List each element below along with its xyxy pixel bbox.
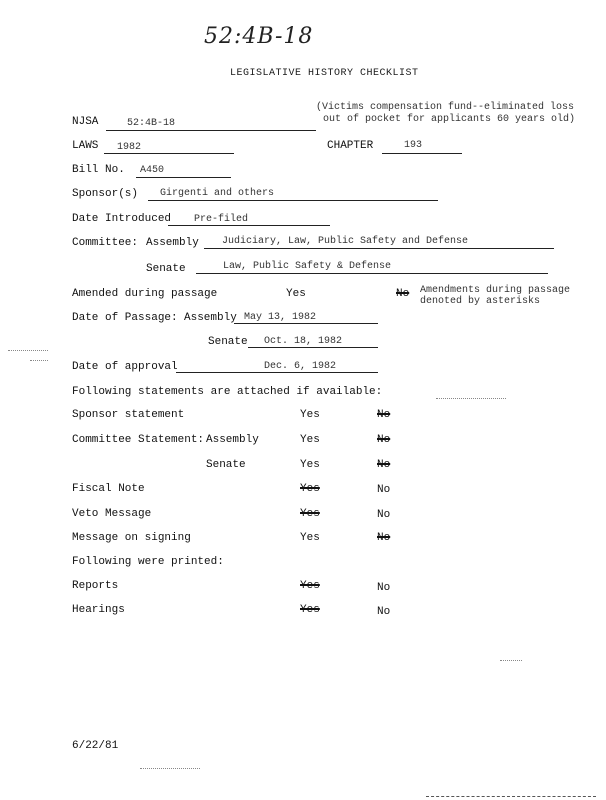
fiscal-note-yes: Yes	[300, 483, 320, 495]
handwritten-code: 52:4B-18	[204, 24, 314, 49]
hearings-yes: Yes	[300, 604, 320, 616]
committee-senate-underline	[196, 273, 548, 274]
veto-message-yes: Yes	[300, 508, 320, 520]
passage-assembly-underline	[234, 323, 378, 324]
date-introduced-underline	[168, 225, 330, 226]
passage-senate-value: Oct. 18, 1982	[264, 336, 343, 347]
amended-note-1: Amendments during passage	[420, 285, 571, 296]
njsa-underline	[106, 130, 316, 131]
page-title: LEGISLATIVE HISTORY CHECKLIST	[230, 68, 419, 79]
passage-label: Date of Passage:	[72, 312, 178, 324]
reports-label: Reports	[72, 580, 119, 592]
sponsor-underline	[148, 200, 438, 201]
committee-assembly-underline	[204, 248, 554, 249]
committee-statement-assembly: Assembly	[206, 434, 259, 446]
footer-date: 6/22/81	[72, 740, 119, 752]
chapter-label: CHAPTER	[327, 140, 374, 152]
approval-value: Dec. 6, 1982	[264, 361, 337, 372]
passage-assembly-label: Assembly	[184, 312, 237, 324]
committee-statement-assembly-no: No	[377, 434, 391, 446]
fiscal-note-no: No	[377, 484, 391, 496]
njsa-label: NJSA	[72, 116, 99, 128]
committee-senate-value: Law, Public Safety & Defense	[223, 261, 392, 272]
veto-message-label: Veto Message	[72, 508, 152, 520]
laws-value: 1982	[117, 142, 142, 153]
hearings-label: Hearings	[72, 604, 125, 616]
sponsor-label: Sponsor(s)	[72, 188, 139, 200]
committee-assembly-label: Assembly	[146, 237, 199, 249]
sponsor-statement-label: Sponsor statement	[72, 409, 185, 421]
date-introduced-label: Date Introduced	[72, 213, 172, 225]
laws-label: LAWS	[72, 140, 99, 152]
sponsor-value: Girgenti and others	[160, 188, 275, 199]
committee-senate-label: Senate	[146, 263, 186, 275]
message-signing-no: No	[377, 532, 391, 544]
attached-heading: Following statements are attached if available:	[72, 386, 383, 398]
message-signing-yes: Yes	[300, 532, 320, 544]
committee-statement-label: Committee Statement:	[72, 434, 205, 446]
njsa-value: 52:4B-18	[127, 118, 176, 129]
passage-senate-label: Senate	[208, 336, 248, 348]
note-line-1: (Victims compensation fund--eliminated loss	[316, 102, 575, 113]
message-signing-label: Message on signing	[72, 532, 191, 544]
bill-underline	[136, 177, 231, 178]
printed-heading: Following were printed:	[72, 556, 224, 568]
veto-message-no: No	[377, 509, 391, 521]
laws-underline	[104, 153, 234, 154]
amended-no: No	[396, 288, 410, 300]
reports-no: No	[377, 582, 391, 594]
reports-yes: Yes	[300, 580, 320, 592]
passage-senate-underline	[248, 347, 378, 348]
bill-label: Bill No.	[72, 164, 125, 176]
chapter-value: 193	[404, 140, 423, 151]
chapter-underline	[382, 153, 462, 154]
scan-artifact	[436, 398, 506, 399]
scan-artifact	[8, 350, 48, 351]
committee-statement-senate-yes: Yes	[300, 459, 320, 471]
fiscal-note-label: Fiscal Note	[72, 483, 145, 495]
hearings-no: No	[377, 606, 391, 618]
bill-value: A450	[140, 165, 165, 176]
amended-label: Amended during passage	[72, 288, 218, 300]
scan-artifact	[140, 768, 200, 769]
scan-artifact	[30, 360, 48, 361]
committee-label: Committee:	[72, 237, 139, 249]
sponsor-statement-no: No	[377, 409, 391, 421]
approval-label: Date of approval	[72, 361, 178, 373]
amended-yes: Yes	[286, 288, 306, 300]
committee-statement-senate-no: No	[377, 459, 391, 471]
committee-statement-senate: Senate	[206, 459, 246, 471]
approval-underline	[176, 372, 378, 373]
scan-artifact	[500, 660, 522, 661]
amended-note-2: denoted by asterisks	[420, 296, 541, 307]
committee-assembly-value: Judiciary, Law, Public Safety and Defense	[222, 236, 469, 247]
scan-artifact-bottom	[426, 796, 596, 797]
date-introduced-value: Pre-filed	[194, 214, 249, 225]
committee-statement-assembly-yes: Yes	[300, 434, 320, 446]
note-line-2: out of pocket for applicants 60 years old)	[323, 114, 576, 125]
sponsor-statement-yes: Yes	[300, 409, 320, 421]
passage-assembly-value: May 13, 1982	[244, 312, 317, 323]
